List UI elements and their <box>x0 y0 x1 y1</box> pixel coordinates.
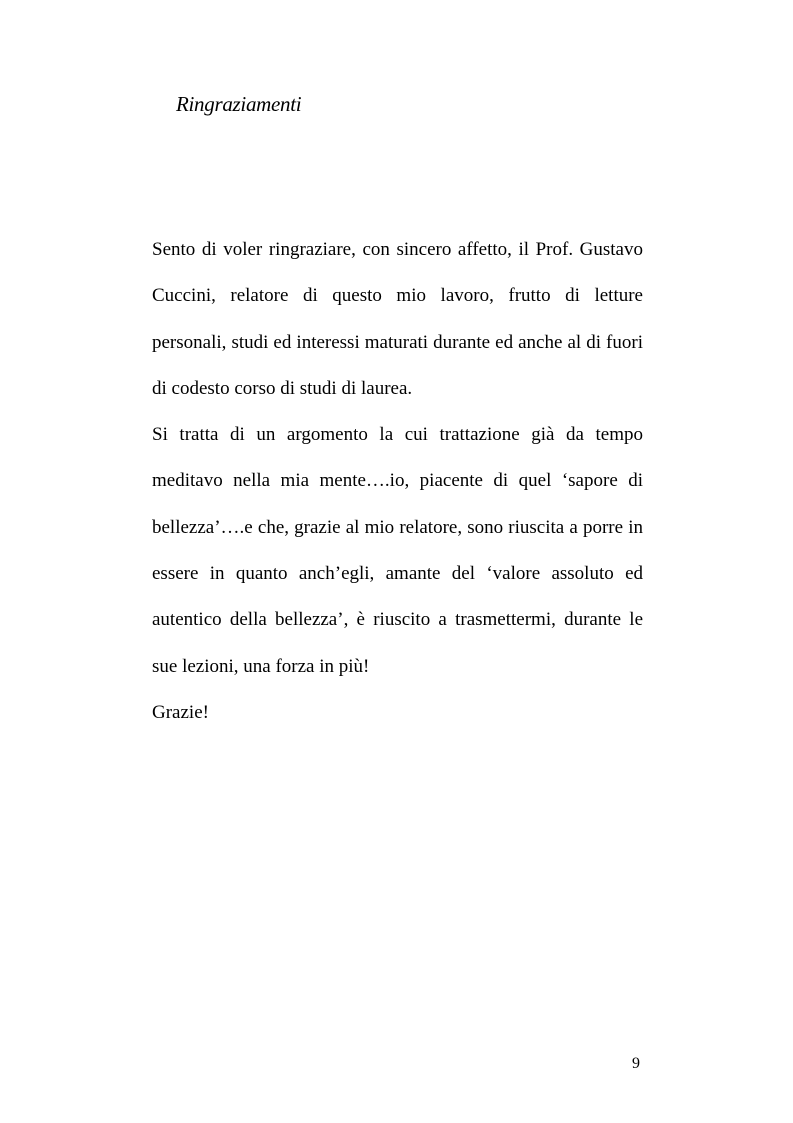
section-heading: Ringraziamenti <box>176 92 302 116</box>
page-number: 9 <box>632 1055 640 1072</box>
body-text <box>152 227 643 736</box>
paragraph-acknowledgment: Sento di voler ringraziare, con sincero affetto, il Prof. Gustavo Cuccini, relatore di questo mio lavoro, frutto di letture personali, studi ed interessi maturati durante ed anche al di fuori di codesto corso di studi di laurea. <box>152 239 643 399</box>
paragraph-thanks: Grazie! <box>152 701 209 723</box>
paragraph-topic: Si tratta di un argomento la cui trattazione già da tempo meditavo nella mia mente….io, piacente di quel ‘sapore di bellezza’….e che, grazie al mio relatore, sono riuscita a porre in essere in quanto anch’egli, amante del ‘valore assoluto ed autentico della bellezza’, è riuscito a trasmettermi, durante le sue lezioni, una forza in più! <box>152 424 643 677</box>
